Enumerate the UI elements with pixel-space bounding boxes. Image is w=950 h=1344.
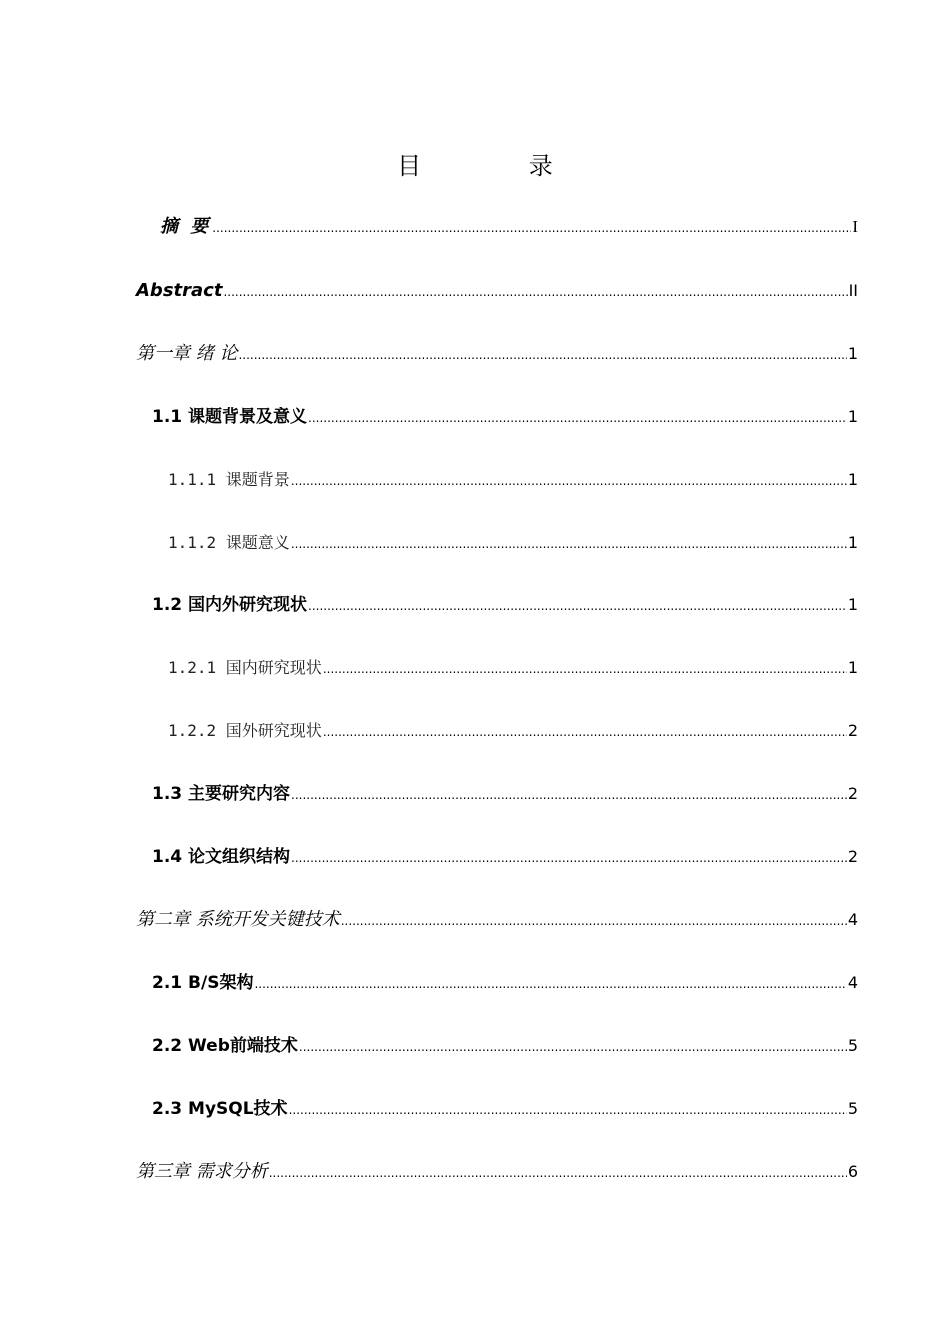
toc-entry-page: II bbox=[848, 281, 858, 300]
toc-entry-label: 1.2.2 国外研究现状 bbox=[168, 721, 322, 740]
toc-entry-page: 5 bbox=[847, 1099, 858, 1118]
toc-entry-page: 1 bbox=[847, 344, 858, 363]
toc-entry-abstract-cn[interactable] bbox=[160, 215, 858, 239]
toc-title: 目 录 bbox=[397, 152, 603, 180]
toc-entry-page: 2 bbox=[847, 847, 858, 866]
toc-entry-page: 1 bbox=[847, 470, 858, 489]
toc-entry-page: 2 bbox=[847, 784, 858, 803]
toc-entry-sub-1-2-2[interactable] bbox=[168, 719, 858, 743]
toc-entry-label: 1.2.1 国内研究现状 bbox=[168, 658, 322, 677]
dot-leader bbox=[323, 657, 847, 681]
toc-entry-page: 6 bbox=[847, 1162, 858, 1181]
toc-entry-label: 摘 要 bbox=[160, 216, 212, 237]
toc-entry-abstract-en[interactable] bbox=[136, 279, 858, 303]
dot-leader bbox=[291, 846, 847, 870]
toc-entry-section-1-2[interactable] bbox=[152, 593, 858, 617]
toc-entry-sub-1-2-1[interactable] bbox=[168, 656, 858, 680]
dot-leader bbox=[291, 532, 847, 556]
toc-entry-sub-1-1-2[interactable] bbox=[168, 531, 858, 555]
dot-leader bbox=[308, 406, 847, 430]
toc-entry-page: 1 bbox=[847, 533, 858, 552]
toc-entry-chapter-1[interactable] bbox=[136, 342, 858, 366]
toc-entry-section-2-2[interactable] bbox=[152, 1034, 858, 1058]
dot-leader bbox=[212, 216, 851, 240]
dot-leader bbox=[323, 720, 847, 744]
toc-entry-label: 1.4 论文组织结构 bbox=[152, 847, 291, 867]
toc-entry-page: 4 bbox=[847, 973, 858, 992]
toc-entry-label: 第三章 需求分析 bbox=[136, 1161, 268, 1182]
toc-entry-label: 2.1 B/S架构 bbox=[152, 973, 254, 993]
toc-entry-section-1-3[interactable] bbox=[152, 782, 858, 806]
dot-leader bbox=[254, 972, 846, 996]
toc-entry-sub-1-1-1[interactable] bbox=[168, 468, 858, 492]
toc-entry-page: 1 bbox=[847, 658, 858, 677]
toc-entry-label: 2.3 MySQL技术 bbox=[152, 1099, 288, 1119]
toc-entry-chapter-3[interactable] bbox=[136, 1160, 858, 1184]
toc-entry-page: I bbox=[852, 217, 858, 236]
toc-entry-section-1-1[interactable] bbox=[152, 405, 858, 429]
dot-leader bbox=[308, 594, 847, 618]
toc-entry-page: 1 bbox=[847, 407, 858, 426]
toc-entry-label: 2.2 Web前端技术 bbox=[152, 1036, 298, 1056]
toc-entry-page: 4 bbox=[847, 910, 858, 929]
toc-entry-label: 第二章 系统开发关键技术 bbox=[136, 909, 340, 930]
toc-entry-page: 2 bbox=[847, 721, 858, 740]
toc-entry-label: 1.2 国内外研究现状 bbox=[152, 595, 308, 615]
dot-leader bbox=[291, 783, 847, 807]
toc-entry-label: 1.1 课题背景及意义 bbox=[152, 407, 308, 427]
dot-leader bbox=[269, 1161, 847, 1185]
dot-leader bbox=[289, 1098, 847, 1122]
toc-entry-label: 1.1.2 课题意义 bbox=[168, 533, 290, 552]
toc-entry-chapter-2[interactable] bbox=[136, 908, 858, 932]
dot-leader bbox=[238, 343, 846, 367]
dot-leader bbox=[291, 469, 847, 493]
toc-entry-section-2-1[interactable] bbox=[152, 971, 858, 995]
toc-entry-page: 1 bbox=[847, 595, 858, 614]
toc-entry-section-2-3[interactable] bbox=[152, 1097, 858, 1121]
toc-entry-label: 第一章 绪 论 bbox=[136, 343, 238, 364]
dot-leader bbox=[299, 1035, 847, 1059]
dot-leader bbox=[341, 909, 847, 933]
dot-leader bbox=[223, 280, 847, 304]
toc-entry-label: 1.1.1 课题背景 bbox=[168, 470, 290, 489]
toc-entry-section-1-4[interactable] bbox=[152, 845, 858, 869]
toc-entry-label: 1.3 主要研究内容 bbox=[152, 784, 291, 804]
toc-entry-page: 5 bbox=[847, 1036, 858, 1055]
toc-entry-label: Abstract bbox=[136, 280, 223, 301]
